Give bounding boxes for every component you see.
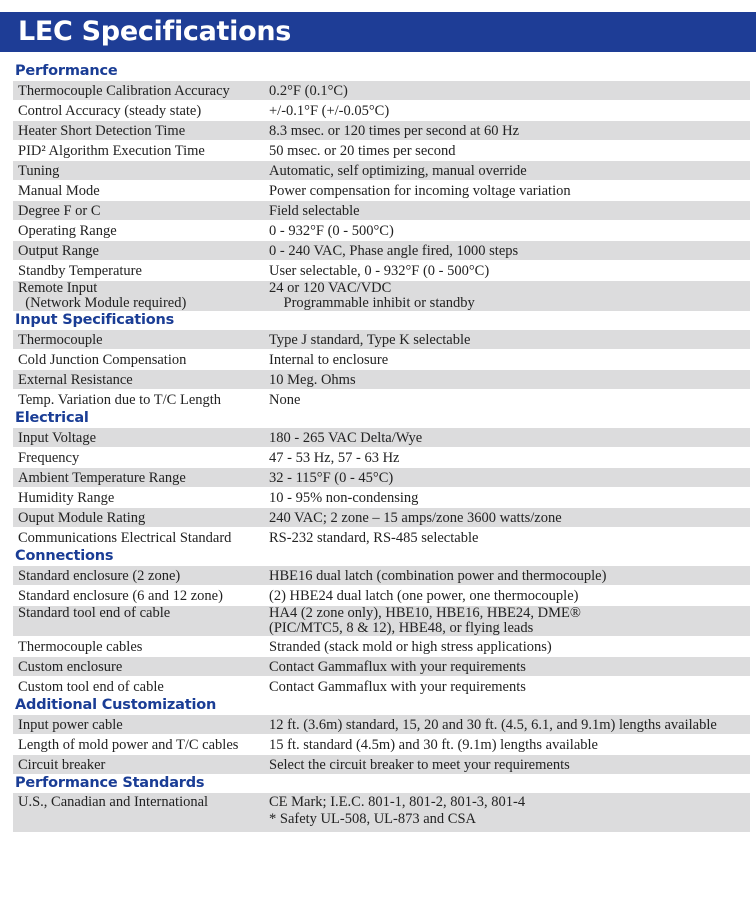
- spec-label: [13, 181, 269, 200]
- spec-value-line: Stranded (stack mold or high stress applications): [269, 639, 552, 655]
- spec-value-line: Field selectable: [269, 203, 360, 219]
- spec-value-line: +/-0.1°F (+/-0.05°C): [269, 103, 390, 119]
- spec-label-line: Manual Mode: [18, 183, 100, 199]
- spec-value: [269, 755, 750, 774]
- spec-row: [13, 100, 750, 120]
- spec-label: [13, 350, 269, 369]
- spec-label: [13, 241, 269, 260]
- spec-label: [13, 221, 269, 240]
- section-heading: Additional Customization: [15, 697, 217, 713]
- spec-value-line: User selectable, 0 - 932°F (0 - 500°C): [269, 263, 490, 279]
- spec-value: [269, 201, 750, 220]
- spec-value: [269, 101, 750, 120]
- spec-row: [13, 527, 750, 547]
- spec-row: [13, 565, 750, 585]
- spec-label: [13, 101, 269, 120]
- spec-label-line: Standard enclosure (6 and 12 zone): [18, 588, 223, 604]
- spec-label: [13, 755, 269, 774]
- spec-value-line: 0 - 932°F (0 - 500°C): [269, 223, 394, 239]
- spec-value: [269, 181, 750, 200]
- spec-value: [269, 121, 750, 140]
- spec-value-line: 10 Meg. Ohms: [269, 372, 356, 388]
- spec-value-line: HA4 (2 zone only), HBE10, HBE16, HBE24, DME®: [269, 605, 581, 621]
- spec-row: [13, 280, 750, 311]
- spec-label: [13, 448, 269, 467]
- spec-value: [269, 735, 750, 754]
- spec-row: [13, 220, 750, 240]
- spec-label: [13, 794, 269, 832]
- spec-label: [13, 428, 269, 447]
- spec-value-line: None: [269, 392, 301, 408]
- spec-label-line: Remote Input: [18, 280, 98, 296]
- spec-label-line: Frequency: [18, 450, 80, 466]
- spec-value: [269, 281, 750, 311]
- spec-row: [13, 792, 750, 832]
- spec-value: [269, 390, 750, 409]
- spec-label: [13, 201, 269, 220]
- spec-label: [13, 715, 269, 734]
- spec-value: [269, 448, 750, 467]
- spec-value: [269, 586, 750, 605]
- spec-value-line: Programmable inhibit or standby: [269, 295, 475, 311]
- spec-label-line: Standby Temperature: [18, 263, 142, 279]
- spec-label-line: Ouput Module Rating: [18, 510, 146, 526]
- spec-row: [13, 260, 750, 280]
- spec-label-line: Operating Range: [18, 223, 117, 239]
- spec-label-line: Input power cable: [18, 717, 123, 733]
- spec-value-line: Internal to enclosure: [269, 352, 389, 368]
- spec-value: [269, 221, 750, 240]
- spec-row: [13, 160, 750, 180]
- spec-row: [13, 80, 750, 100]
- spec-value: [269, 330, 750, 349]
- spec-label: [13, 330, 269, 349]
- spec-row: [13, 240, 750, 260]
- spec-row: [13, 140, 750, 160]
- spec-value-line: 8.3 msec. or 120 times per second at 60 Hz: [269, 123, 520, 139]
- spec-value-line: HBE16 dual latch (combination power and thermocouple): [269, 568, 607, 584]
- spec-row: [13, 329, 750, 349]
- spec-label-line: Thermocouple Calibration Accuracy: [18, 83, 230, 99]
- spec-row: [13, 447, 750, 467]
- spec-value-line: 12 ft. (3.6m) standard, 15, 20 and 30 ft. (4.5, 6.1, and 9.1m) lengths available: [269, 717, 717, 733]
- spec-label: [13, 606, 269, 636]
- spec-label-line: Input Voltage: [18, 430, 97, 446]
- spec-label-line: Standard enclosure (2 zone): [18, 568, 181, 584]
- spec-label-line: Tuning: [18, 163, 60, 179]
- spec-label: [13, 81, 269, 100]
- spec-row: [13, 200, 750, 220]
- spec-label: [13, 637, 269, 656]
- spec-value-line: Contact Gammaflux with your requirements: [269, 659, 526, 675]
- spec-value-line: 240 VAC; 2 zone – 15 amps/zone 3600 watts/zone: [269, 510, 562, 526]
- spec-value: [269, 528, 750, 547]
- spec-value: [269, 715, 750, 734]
- spec-value-line: 32 - 115°F (0 - 45°C): [269, 470, 394, 486]
- spec-label: [13, 677, 269, 696]
- spec-label-line: (Network Module required): [18, 295, 187, 311]
- spec-row: [13, 605, 750, 636]
- spec-row: [13, 120, 750, 140]
- spec-value-line: (2) HBE24 dual latch (one power, one thermocouple): [269, 588, 579, 604]
- section-heading: Electrical: [15, 410, 89, 426]
- spec-value: [269, 566, 750, 585]
- spec-value-line: (PIC/MTC5, 8 & 12), HBE48, or flying leads: [269, 620, 534, 636]
- spec-value-line: Contact Gammaflux with your requirements: [269, 679, 526, 695]
- spec-row: [13, 487, 750, 507]
- spec-label: [13, 735, 269, 754]
- spec-value-line: 0 - 240 VAC, Phase angle fired, 1000 steps: [269, 243, 519, 259]
- spec-value: [269, 677, 750, 696]
- spec-label-line: Circuit breaker: [18, 757, 106, 773]
- spec-row: [13, 427, 750, 447]
- spec-label-line: Cold Junction Compensation: [18, 352, 187, 368]
- spec-label: [13, 121, 269, 140]
- spec-row: [13, 369, 750, 389]
- spec-table: [13, 62, 750, 832]
- spec-value-line: 15 ft. standard (4.5m) and 30 ft. (9.1m) lengths available: [269, 737, 598, 753]
- spec-row: [13, 676, 750, 696]
- section-heading: Performance Standards: [15, 775, 205, 791]
- spec-row: [13, 636, 750, 656]
- spec-value: [269, 606, 750, 636]
- spec-label-line: Humidity Range: [18, 490, 115, 506]
- section-heading: Connections: [15, 548, 114, 564]
- spec-value: [269, 241, 750, 260]
- spec-row: [13, 585, 750, 605]
- spec-label-line: Output Range: [18, 243, 99, 259]
- spec-value-line: Automatic, self optimizing, manual override: [269, 163, 527, 179]
- spec-row: [13, 507, 750, 527]
- spec-label: [13, 488, 269, 507]
- spec-value: [269, 261, 750, 280]
- spec-value: [269, 161, 750, 180]
- spec-value: [269, 370, 750, 389]
- spec-label: [13, 161, 269, 180]
- spec-label: [13, 468, 269, 487]
- spec-value: [269, 657, 750, 676]
- spec-label-line: Standard tool end of cable: [18, 605, 171, 621]
- spec-label: [13, 586, 269, 605]
- spec-label-line: U.S., Canadian and International: [18, 794, 209, 810]
- spec-value: [269, 508, 750, 527]
- spec-label-line: Control Accuracy (steady state): [18, 103, 202, 119]
- spec-row: [13, 714, 750, 734]
- spec-value-line: Type J standard, Type K selectable: [269, 332, 471, 348]
- spec-row: [13, 656, 750, 676]
- spec-value-line: CE Mark; I.E.C. 801-1, 801-2, 801-3, 801-4: [269, 794, 526, 810]
- spec-label: [13, 370, 269, 389]
- spec-value: [269, 350, 750, 369]
- spec-label: [13, 657, 269, 676]
- spec-label-line: Ambient Temperature Range: [18, 470, 186, 486]
- spec-row: [13, 389, 750, 409]
- spec-label-line: Custom enclosure: [18, 659, 123, 675]
- spec-value-line: 0.2°F (0.1°C): [269, 83, 348, 99]
- spec-value: [269, 81, 750, 100]
- spec-value-line: Power compensation for incoming voltage variation: [269, 183, 571, 199]
- spec-label-line: Length of mold power and T/C cables: [18, 737, 239, 753]
- spec-value-line: 50 msec. or 20 times per second: [269, 143, 456, 159]
- spec-label: [13, 508, 269, 527]
- spec-label-line: Thermocouple cables: [18, 639, 143, 655]
- spec-label-line: Heater Short Detection Time: [18, 123, 186, 139]
- spec-row: [13, 180, 750, 200]
- spec-label-line: Temp. Variation due to T/C Length: [18, 392, 222, 408]
- spec-row: [13, 467, 750, 487]
- spec-value-line: 180 - 265 VAC Delta/Wye: [269, 430, 423, 446]
- spec-label-line: PID² Algorithm Execution Time: [18, 143, 205, 159]
- spec-row: [13, 754, 750, 774]
- spec-label-line: Custom tool end of cable: [18, 679, 164, 695]
- spec-value-line: 10 - 95% non-condensing: [269, 490, 419, 506]
- spec-label-line: External Resistance: [18, 372, 133, 388]
- page-title: LEC Specifications: [0, 12, 756, 52]
- spec-label: [13, 390, 269, 409]
- spec-value: [269, 637, 750, 656]
- spec-value: [269, 794, 750, 832]
- spec-value-line: RS-232 standard, RS-485 selectable: [269, 530, 479, 546]
- spec-label: [13, 141, 269, 160]
- spec-row: [13, 734, 750, 754]
- spec-value-line: 24 or 120 VAC/VDC: [269, 280, 392, 296]
- spec-row: [13, 349, 750, 369]
- spec-value-line: Select the circuit breaker to meet your requirements: [269, 757, 570, 773]
- spec-value-line: * Safety UL-508, UL-873 and CSA: [269, 811, 477, 827]
- section-heading: Input Specifications: [15, 312, 175, 328]
- spec-value: [269, 141, 750, 160]
- spec-value: [269, 488, 750, 507]
- spec-value: [269, 428, 750, 447]
- spec-label: [13, 528, 269, 547]
- spec-label: [13, 261, 269, 280]
- spec-value: [269, 468, 750, 487]
- spec-label: [13, 566, 269, 585]
- spec-value-line: 47 - 53 Hz, 57 - 63 Hz: [269, 450, 400, 466]
- spec-label-line: Degree F or C: [18, 203, 101, 219]
- spec-label: [13, 281, 269, 311]
- spec-label-line: Thermocouple: [18, 332, 103, 348]
- section-heading: Performance: [15, 63, 118, 79]
- spec-label-line: Communications Electrical Standard: [18, 530, 232, 546]
